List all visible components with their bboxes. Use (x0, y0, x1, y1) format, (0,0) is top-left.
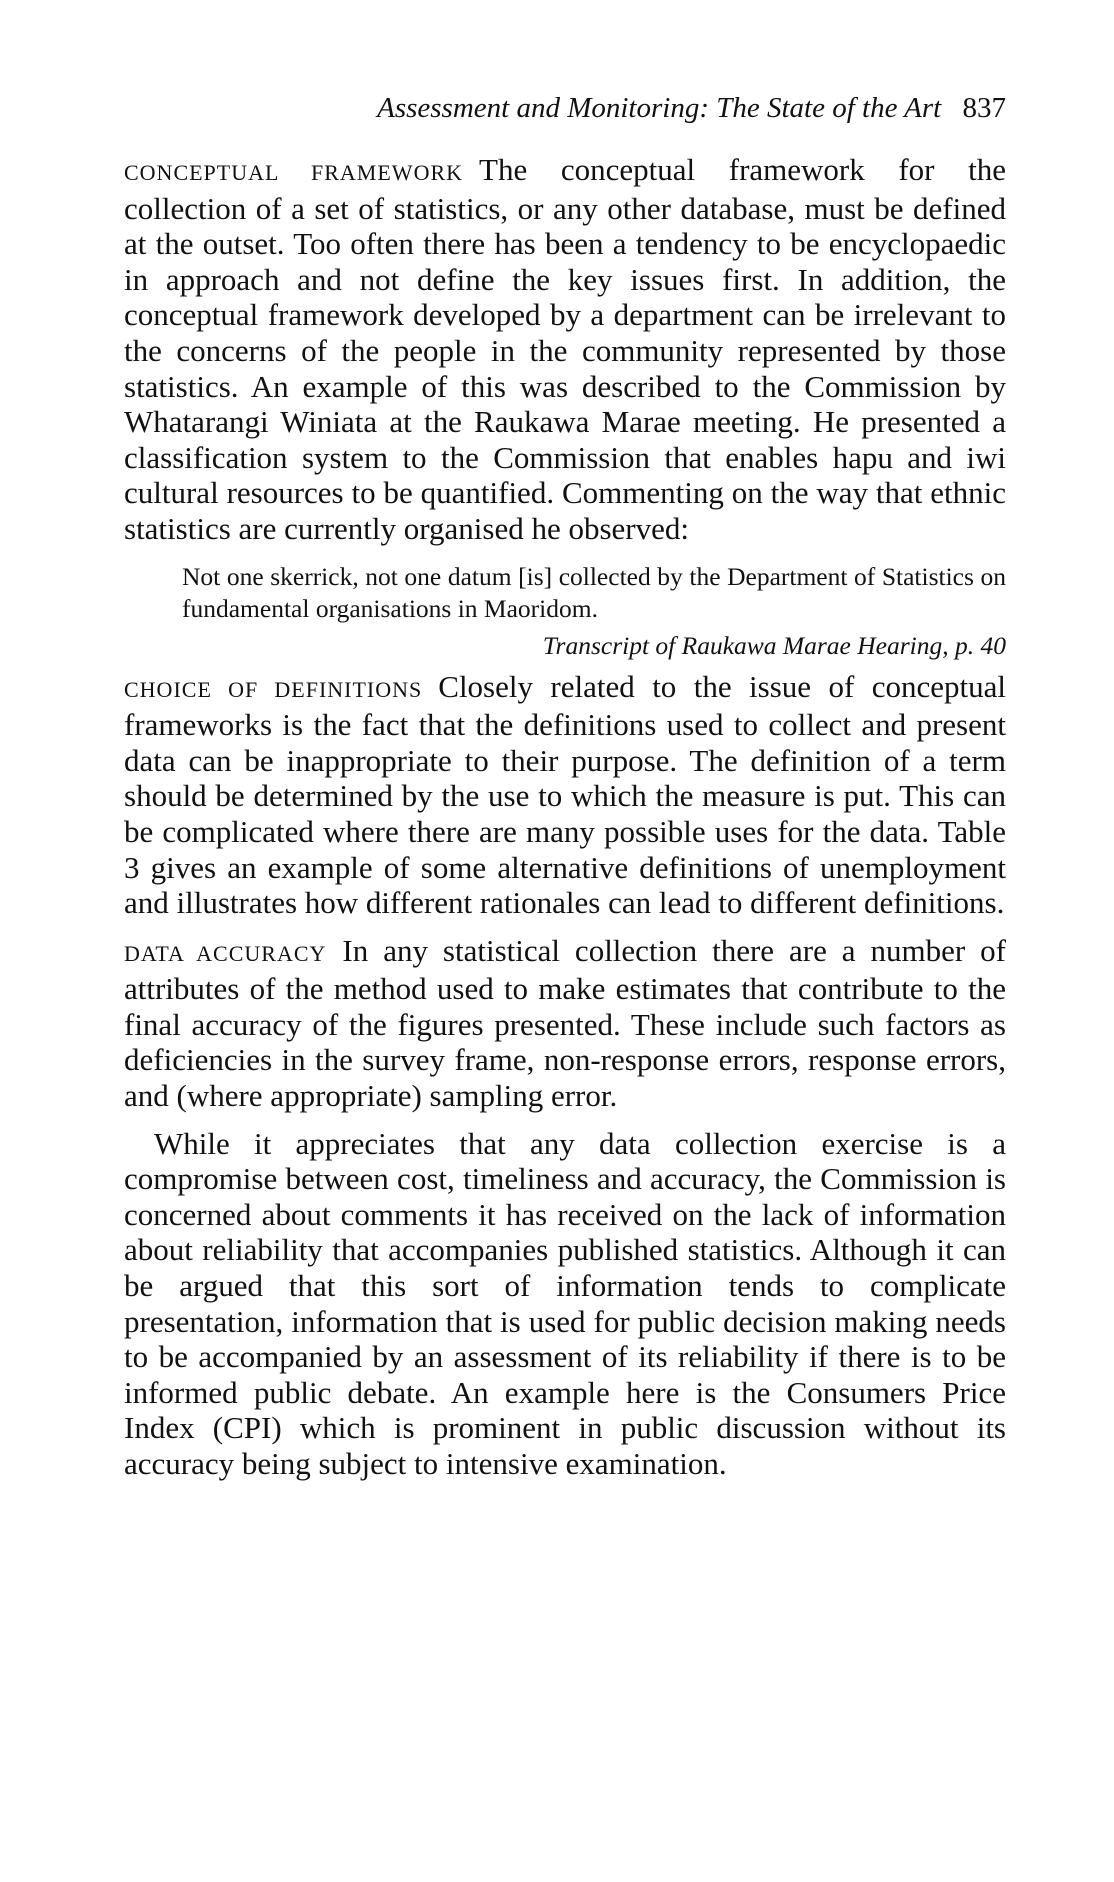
closing-paragraph: While it appreciates that any data collection exercise is a compromise between cost, timeliness and accuracy, the Commission is concerned about comments it has received on the lack of information about reliability that accompanies published statistics. Although it can be argued that this sort of information tends to complicate presentation, information that is used for public decision making needs to be accompanied by an assessment of its reliability if there is to be informed public debate. An example here is the Consumers Price Index (CPI) which is prominent in public discussion without its accuracy being subject to intensive examination. (124, 1125, 1006, 1481)
choice-of-definitions-text: Closely related to the issue of conceptual frameworks is the fact that the definitions used to collect and present data can be inappropriate to their purpose. The definition of a term should be determined by the use to which the measure is put. This can be complicated where there are many possible uses for the data. Table 3 gives an example of some alternative definitions of unemployment and illustrates how different rationales can lead to different definitions. (124, 668, 1007, 921)
block-quote: Not one skerrick, not one datum [is] collected by the Department of Statistics on fundamental organisations in Maoridom. (182, 561, 1006, 623)
running-head (124, 88, 1006, 128)
body-text (124, 152, 1006, 1482)
conceptual-framework-paragraph (124, 152, 1006, 547)
data-accuracy-heading: DATA ACCURACY (124, 940, 327, 966)
choice-of-definitions-heading: CHOICE OF DEFINITIONS (124, 676, 423, 702)
conceptual-framework-heading: CONCEPTUAL FRAMEWORK (124, 160, 464, 185)
conceptual-framework-text: The conceptual framework for the collection of a set of statistics, or any other database, must be defined at the outset. Too often there has been a tendency to be encyclopaedic in approach and not define the key issues first. In addition, the conceptual framework developed by a department can be irrelevant to the concerns of the people in the community represented by those statistics. An example of this was described to the Commission by Whatarangi Winiata at the Raukawa Marae meeting. He presented a classification system to the Commission that enables hapu and iwi cultural resources to be quantified. Commenting on the way that ethnic statistics are currently organised he observed: (124, 152, 1006, 546)
quote-citation: Transcript of Raukawa Marae Hearing, p. 40 (542, 630, 1006, 660)
choice-of-definitions-paragraph (124, 669, 1006, 921)
data-accuracy-paragraph (124, 933, 1006, 1114)
running-head-title: Assessment and Monitoring: The State of the Art (377, 92, 942, 124)
page-number: 837 (962, 92, 1006, 124)
data-accuracy-text: In any statistical collection there are a number of attributes of the method used to make estimates that contribute to the final accuracy of the figures presented. These include such factors as deficiencies in the survey frame, non-response errors, response errors, and (where appropriate) sampling error. (124, 932, 1006, 1114)
